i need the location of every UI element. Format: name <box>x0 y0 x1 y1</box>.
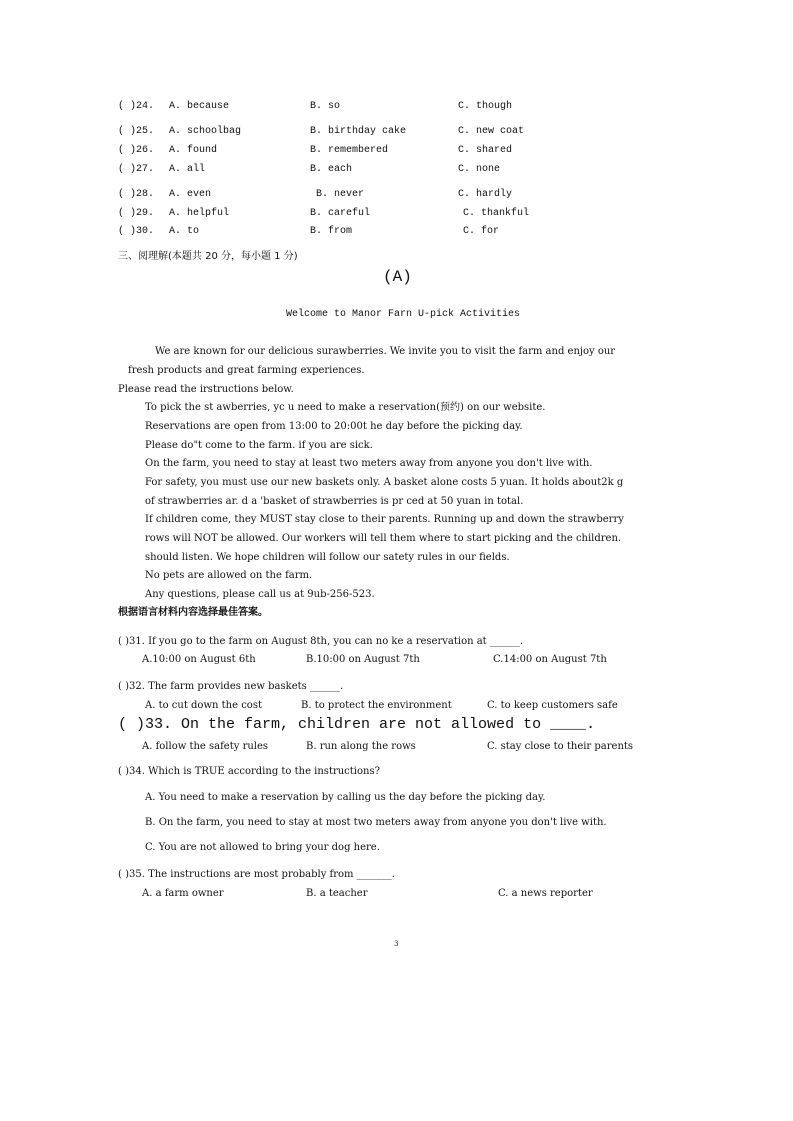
option-b: B. birthday cake <box>310 126 407 137</box>
option-a: A.10:00 on August 6th <box>142 654 256 665</box>
choose-heading: 根据语言材料内容选择最佳答案。 <box>118 607 268 618</box>
question-stem: ( )32. The farm provides new baskets ______. <box>118 681 344 692</box>
intro-line: We are known for our delicious surawberries. We invite you to visit the farm and enjoy our <box>155 346 616 357</box>
passage-label: (A) <box>383 268 412 286</box>
option-c: C. to keep customers safe <box>487 700 618 711</box>
option-a: A. even <box>169 189 212 200</box>
read-instructions-line: Please read the irstructions below. <box>118 384 294 395</box>
option-a: A. schoolbag <box>169 126 242 137</box>
section-heading: 三、阅理解(本题共 20 分，每小题 1 分) <box>118 251 298 262</box>
question-stem: ( )34. Which is TRUE according to the instructions? <box>118 766 380 777</box>
option-c: C. new coat <box>458 126 525 137</box>
option-b: B. On the farm, you need to stay at most two meters away from anyone you don't live with. <box>145 817 607 828</box>
question-number: ( )26. <box>118 145 155 156</box>
instruction-line: rows will NOT be allowed. Our workers will tell them where to start picking and the children. <box>145 533 622 544</box>
option-c: C. a news reporter <box>498 888 593 899</box>
instruction-line: No pets are allowed on the farm. <box>145 570 313 581</box>
option-c: C. thankful <box>463 208 530 219</box>
option-c: C. shared <box>458 145 513 156</box>
question-number: ( )29. <box>118 208 155 219</box>
question-stem: ( )35. The instructions are most probably from _______. <box>118 869 395 880</box>
option-b: B. never <box>316 189 365 200</box>
question-number: ( )24. <box>118 101 155 112</box>
instruction-line: Any questions, please call us at 9ub-256-523. <box>145 589 375 600</box>
question-number: ( )30. <box>118 226 155 237</box>
option-c: C. though <box>458 101 513 112</box>
instruction-line: If children come, they MUST stay close to their parents. Running up and down the strawberry <box>145 514 624 525</box>
instruction-line: of strawberries ar. d a 'basket of strawberries is pr ced at 50 yuan in total. <box>145 496 524 507</box>
option-a: A. You need to make a reservation by calling us the day before the picking day. <box>145 792 546 803</box>
instruction-line: On the farm, you need to stay at least two meters away from anyone you don't live with. <box>145 458 593 469</box>
option-b: B. a teacher <box>306 888 368 899</box>
passage-title: Welcome to Manor Farn U-pick Activities <box>286 309 521 320</box>
option-a: A. all <box>169 164 206 175</box>
instruction-line: Please do"t come to the farm. if you are sick. <box>145 440 373 451</box>
question-stem: ( )31. If you go to the farm on August 8th, you can no ke a reservation at ______. <box>118 636 524 647</box>
option-a: A. helpful <box>169 208 230 219</box>
option-b: B.10:00 on August 7th <box>306 654 420 665</box>
option-b: B. so <box>310 101 341 112</box>
question-number: ( )27. <box>118 164 155 175</box>
option-a: A. to <box>169 226 200 237</box>
option-c: C. hardly <box>458 189 513 200</box>
intro-line: fresh products and great farming experiences. <box>128 365 365 376</box>
option-a: A. to cut down the cost <box>145 700 262 711</box>
option-a: A. a farm owner <box>142 888 224 899</box>
option-a: A. follow the safety rules <box>142 741 269 752</box>
question-stem: ( )33. On the farm, children are not allowed to ____. <box>118 716 596 733</box>
instruction-line: For safety, you must use our new baskets only. A basket alone costs 5 yuan. It holds about2k g <box>145 477 624 488</box>
page-number: 3 <box>394 940 399 948</box>
option-a: A. because <box>169 101 230 112</box>
option-c: C. stay close to their parents <box>487 741 634 752</box>
option-c: C. none <box>458 164 501 175</box>
option-a: A. found <box>169 145 218 156</box>
option-b: B. remembered <box>310 145 389 156</box>
option-c: C. for <box>463 226 500 237</box>
option-b: B. each <box>310 164 353 175</box>
option-b: B. careful <box>310 208 371 219</box>
option-b: B. to protect the environment <box>301 700 452 711</box>
option-b: B. run along the rows <box>306 741 416 752</box>
option-c: C. You are not allowed to bring your dog here. <box>145 842 380 853</box>
instruction-line: Reservations are open from 13:00 to 20:00t he day before the picking day. <box>145 421 523 432</box>
instruction-line: To pick the st awberries, yc u need to make a reservation(预约) on our website. <box>145 402 546 413</box>
question-number: ( )25. <box>118 126 155 137</box>
question-number: ( )28. <box>118 189 155 200</box>
option-b: B. from <box>310 226 353 237</box>
option-c: C.14:00 on August 7th <box>493 654 607 665</box>
instruction-line: should listen. We hope children will follow our satety rules in our fields. <box>145 552 510 563</box>
